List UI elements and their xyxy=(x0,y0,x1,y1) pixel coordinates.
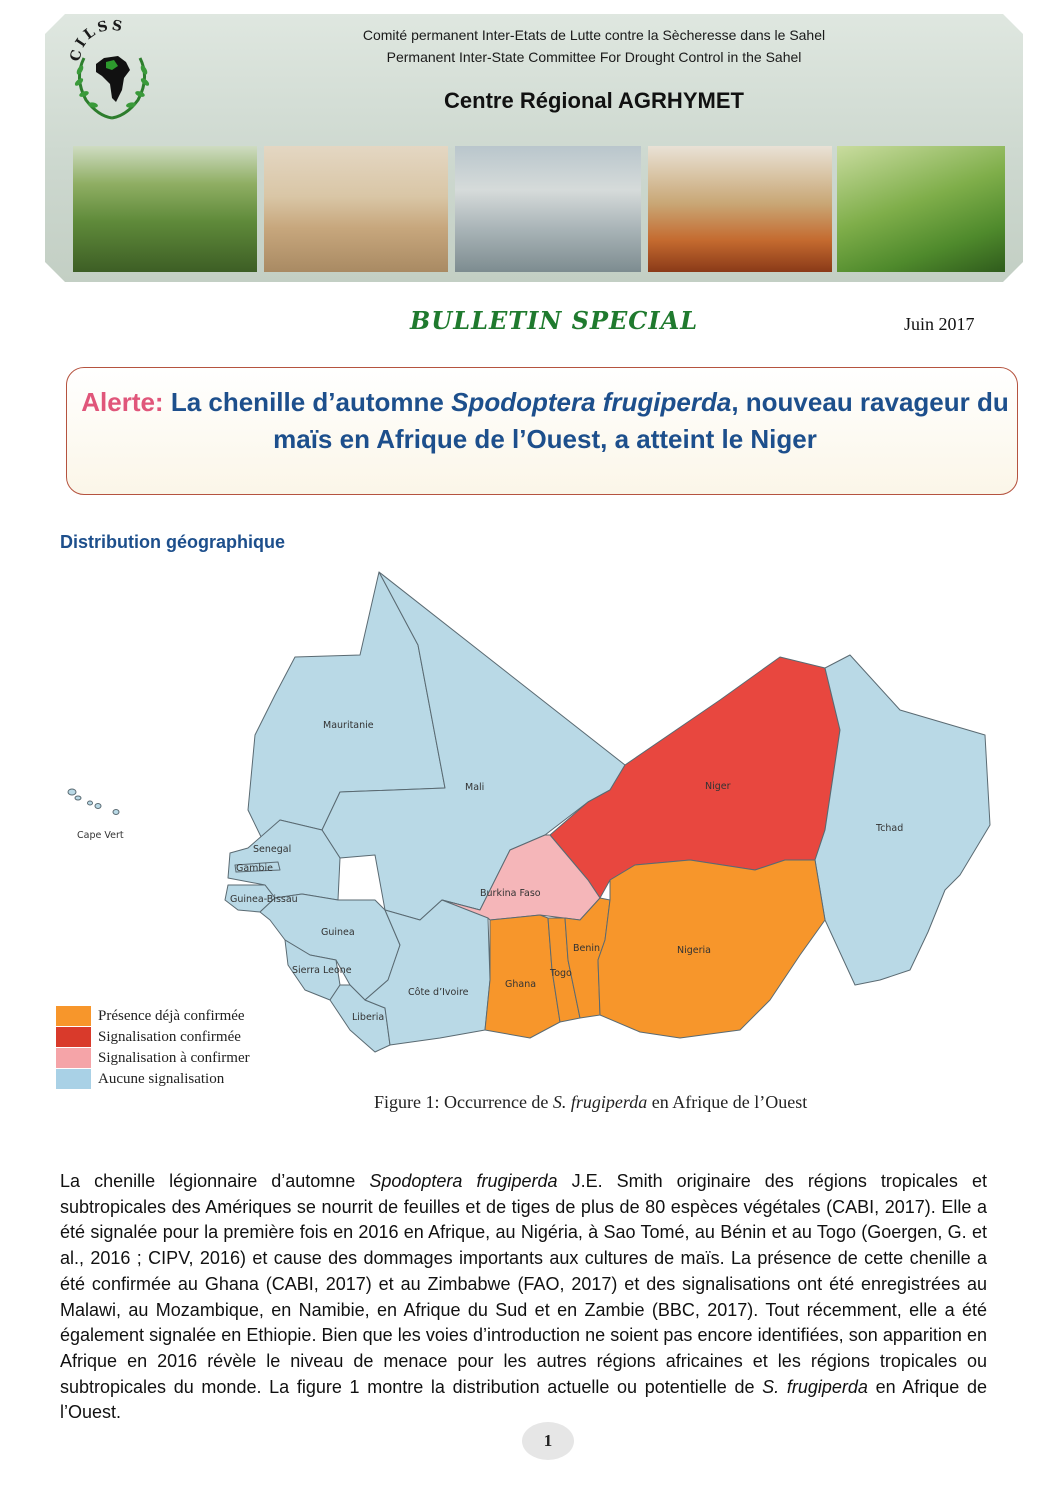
legend-swatch xyxy=(56,1027,91,1047)
label-ghana: Ghana xyxy=(505,979,537,990)
svg-text:CILSS xyxy=(68,18,127,63)
label-burkina: Burkina Faso xyxy=(480,888,541,899)
cattle-water-photo xyxy=(455,146,641,272)
caption-species: S. frugiperda xyxy=(552,1092,648,1112)
label-senegal: Senegal xyxy=(253,844,292,855)
label-niger: Niger xyxy=(705,781,731,792)
alert-species: Spodoptera frugiperda xyxy=(451,387,732,417)
alert-text-2: , nouveau ravageur du maïs en Afrique de l’Ouest, a atteint le Niger xyxy=(273,387,1009,454)
bulletin-date: Juin 2017 xyxy=(904,314,975,334)
label-benin: Benin xyxy=(573,943,601,954)
label-gambie: Gambie xyxy=(236,863,273,874)
label-guinea: Guinea xyxy=(321,927,355,938)
legend-swatch xyxy=(56,1069,91,1089)
alert-text-1: La chenille d’automne xyxy=(163,387,452,417)
country-nigeria xyxy=(598,860,825,1038)
caption-text-end: en Afrique de l’Ouest xyxy=(647,1092,808,1112)
label-liberia: Liberia xyxy=(352,1012,385,1023)
label-mauritanie: Mauritanie xyxy=(323,720,374,731)
maize-leaves-photo xyxy=(837,146,1005,272)
body-text-2: J.E. Smith originaire des régions tropicales et subtropicales des Amériques se nourrit de feuilles et de tiges de plus de 80 espèces végétales (CABI, 2017). Elle a été signalée pour la première fois en 2016 en Afrique, au Nigéria, à Sao Tomé, au Bénin et au Togo (Goergen, G. et al., 2016 ; CIPV, 2016) et cause des dommages importants aux cultures de maïs. La présence de cette chenille a été confirmée au Ghana (CABI, 2017) et au Zimbabwe (FAO, 2017) et des signalisations ont été enregistrées au Malawi, au Mozambique, en Namibie, en Afrique du Sud et en Zambie (BBC, 2017). Tout récemment, elle a été également signalée en Ethiopie. Bien que les voies d’introduction ne soient pas encore identifiées, son apparition en Afrique en 2016 révèle le niveau de menace pour les autres régions africaines et les régions tropicales ou subtropicales du monde. La figure 1 montre la distribution actuelle ou potentielle de xyxy=(60,1171,987,1397)
body-species: Spodoptera frugiperda xyxy=(369,1171,558,1191)
body-text-1: La chenille légionnaire d’automne xyxy=(60,1171,370,1191)
label-cape-vert: Cape Vert xyxy=(77,830,124,841)
figure-caption xyxy=(374,1092,807,1113)
label-togo: Togo xyxy=(550,968,572,979)
label-mali: Mali xyxy=(465,782,485,793)
country-tchad xyxy=(815,655,990,985)
body-paragraph xyxy=(60,1169,987,1426)
label-nigeria: Nigeria xyxy=(677,945,711,956)
label-sierra-leone: Sierra Leone xyxy=(292,965,352,976)
legend-label: Présence déjà confirmée xyxy=(98,1008,245,1024)
legend-label: Signalisation confirmée xyxy=(98,1029,241,1045)
legend-label: Signalisation à confirmer xyxy=(98,1050,250,1066)
legend-swatch xyxy=(56,1006,91,1026)
label-guinea-bissau: Guinea-Bissau xyxy=(230,894,298,905)
cilss-logo xyxy=(66,18,158,122)
millet-field-photo xyxy=(73,146,257,272)
cape-verde-islands xyxy=(68,789,119,815)
caption-text: Figure 1: Occurrence de xyxy=(374,1092,553,1112)
body-species-2: S. frugiperda xyxy=(762,1376,868,1397)
legend-swatch xyxy=(56,1048,91,1068)
bush-fire-photo xyxy=(648,146,832,272)
legend-label: Aucune signalisation xyxy=(98,1071,225,1087)
logo-text: CILSS xyxy=(67,18,127,63)
alert-label: Alerte: xyxy=(81,387,164,417)
page-number: 1 xyxy=(522,1422,574,1460)
section-heading: Distribution géographique xyxy=(60,532,285,552)
org-name-en: Permanent Inter-State Committee For Drought Control in the Sahel xyxy=(386,49,802,65)
org-name-fr: Comité permanent Inter-Etats de Lutte contre la Sècheresse dans le Sahel xyxy=(362,27,826,43)
alert-headline xyxy=(80,384,1010,458)
label-tchad: Tchad xyxy=(876,823,904,834)
grain-sacks-photo xyxy=(264,146,448,272)
body-text-3: en Afrique de l’Ouest. xyxy=(60,1376,987,1423)
center-title: Centre Régional AGRHYMET xyxy=(444,88,744,113)
bulletin-title: BULLETIN SPECIAL xyxy=(410,306,699,335)
label-cote-ivoire: Côte d’Ivoire xyxy=(408,987,469,998)
